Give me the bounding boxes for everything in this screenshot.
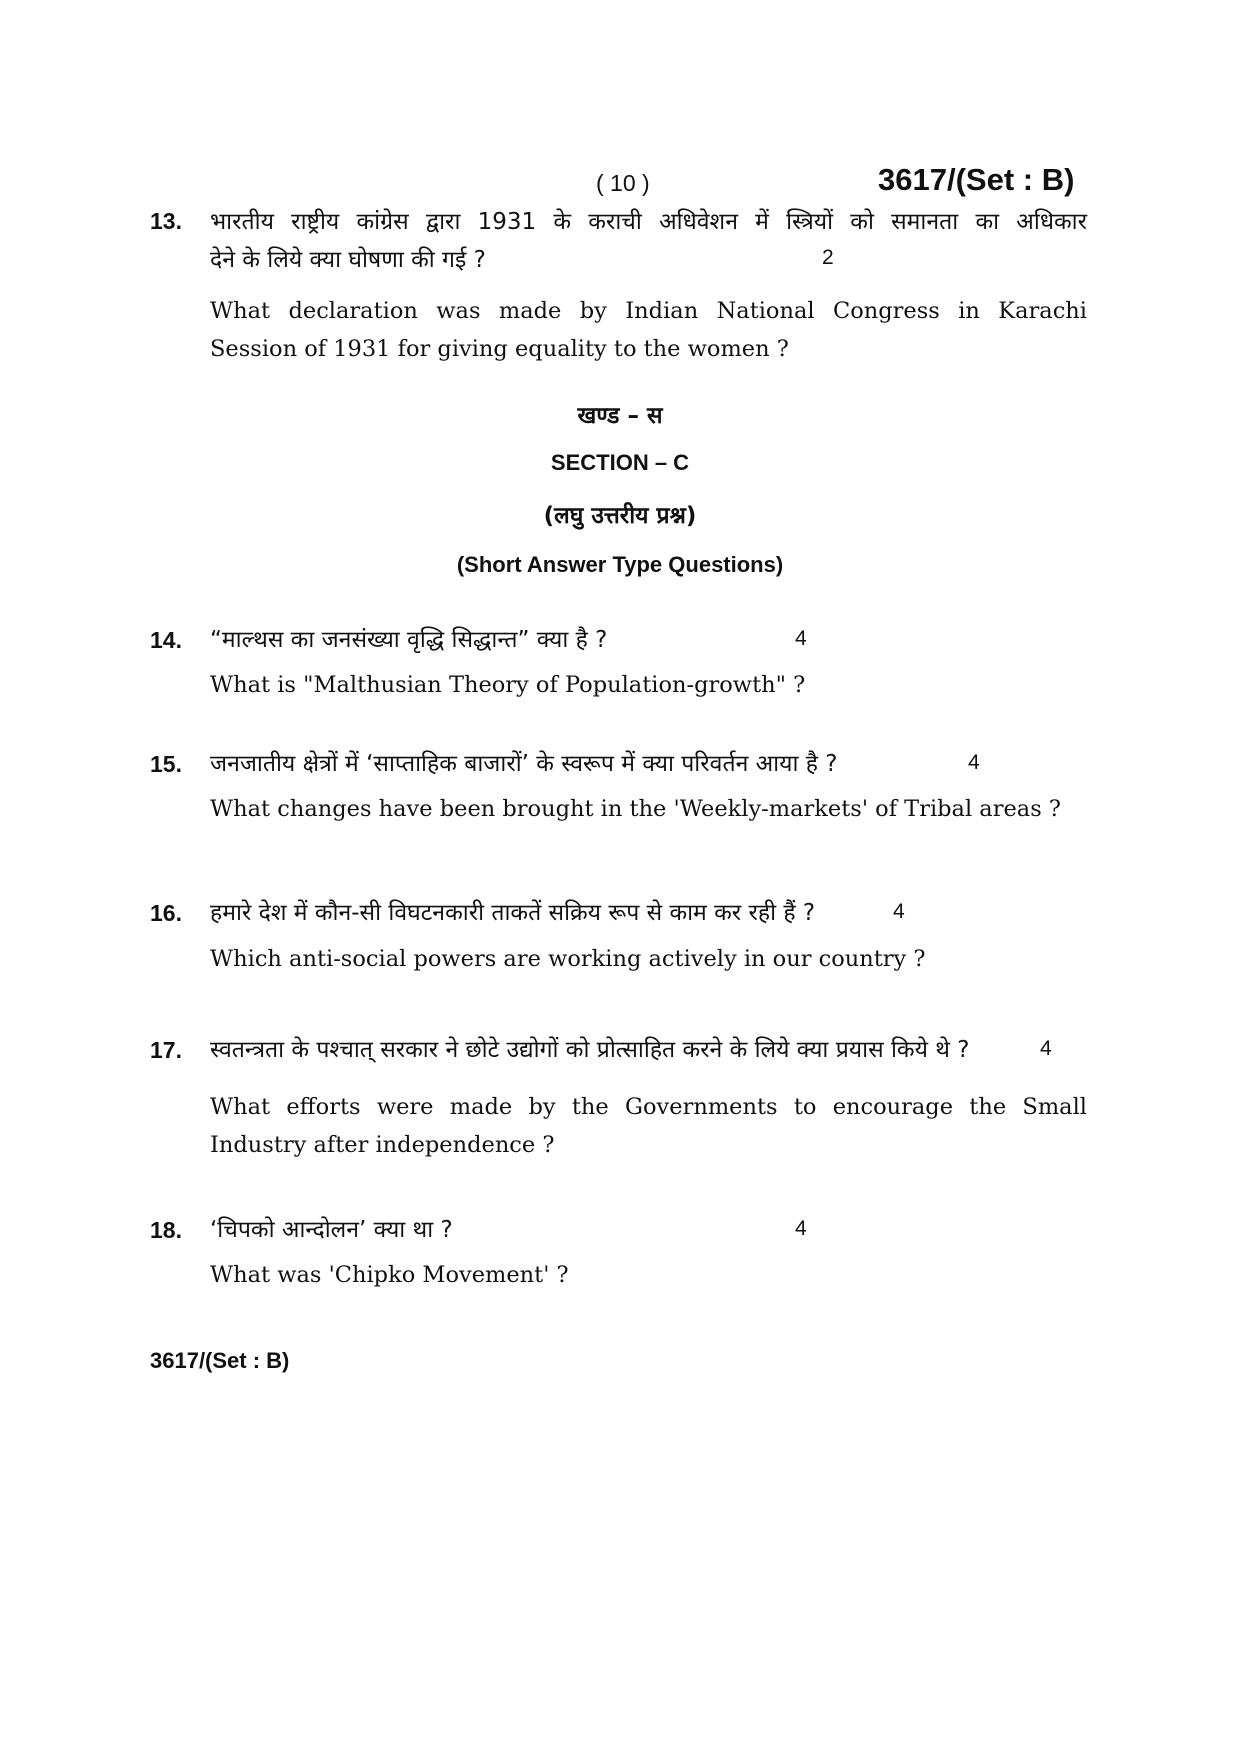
section-title-english: SECTION – C <box>550 450 690 475</box>
question-number: 16. <box>150 900 182 926</box>
question-english-line: Which anti-social powers are working actively in our country ? <box>210 946 926 972</box>
section-subtitle-hindi: (लघु उत्तरीय प्रश्न) <box>543 503 697 529</box>
page-number: ( 10 ) <box>596 170 650 196</box>
question-hindi-line: हमारे देश में कौन-सी विघटनकारी ताकतें सक्रिय रूप से काम कर रही हैं ? <box>210 900 816 926</box>
question-marks: 4 <box>893 900 905 923</box>
paper-code-header: 3617/(Set : B) <box>878 162 1075 197</box>
paper-code-footer: 3617/(Set : B) <box>150 1348 290 1373</box>
question-english-line: What changes have been brought in the 'Weekly-markets' of Tribal areas ? <box>210 796 1061 822</box>
question-english-line: What declaration was made by Indian National Congress in Karachi <box>210 298 1087 324</box>
question-marks: 2 <box>822 246 834 269</box>
question-english-line: What efforts were made by the Governments to encourage the Small <box>210 1094 1087 1120</box>
question-marks: 4 <box>795 627 807 650</box>
question-number: 13. <box>150 208 182 234</box>
question-hindi-line: ‘चिपको आन्दोलन’ क्या था ? <box>210 1217 453 1243</box>
question-english-line: What was 'Chipko Movement' ? <box>210 1262 569 1288</box>
question-marks: 4 <box>968 751 980 774</box>
section-title-hindi: खण्ड – स <box>577 403 663 429</box>
question-number: 18. <box>150 1217 182 1243</box>
question-marks: 4 <box>1040 1037 1052 1060</box>
question-number: 17. <box>150 1037 182 1063</box>
section-subtitle-english: (Short Answer Type Questions) <box>456 552 784 577</box>
question-number: 14. <box>150 627 182 653</box>
question-hindi-line: “माल्थस का जनसंख्या वृद्धि सिद्धान्त” क्या है ? <box>210 627 608 653</box>
question-english-line: Session of 1931 for giving equality to the women ? <box>210 336 789 362</box>
question-english-line: Industry after independence ? <box>210 1132 555 1158</box>
question-hindi-line: देने के लिये क्या घोषणा की गई ? <box>210 247 486 273</box>
question-marks: 4 <box>795 1217 807 1240</box>
question-number: 15. <box>150 751 182 777</box>
question-hindi-line: भारतीय राष्ट्रीय कांग्रेस द्वारा 1931 के कराची अधिवेशन में स्त्रियों को समानता का अधिकार <box>210 209 1087 235</box>
question-hindi-line: स्वतन्त्रता के पश्चात् सरकार ने छोटे उद्योगों को प्रोत्साहित करने के लिये क्या प्रयास किये थे ? <box>210 1037 970 1063</box>
question-english-line: What is "Malthusian Theory of Population-growth" ? <box>210 672 806 698</box>
question-hindi-line: जनजातीय क्षेत्रों में ‘साप्ताहिक बाजारों’ के स्वरूप में क्या परिवर्तन आया है ? <box>210 751 838 777</box>
